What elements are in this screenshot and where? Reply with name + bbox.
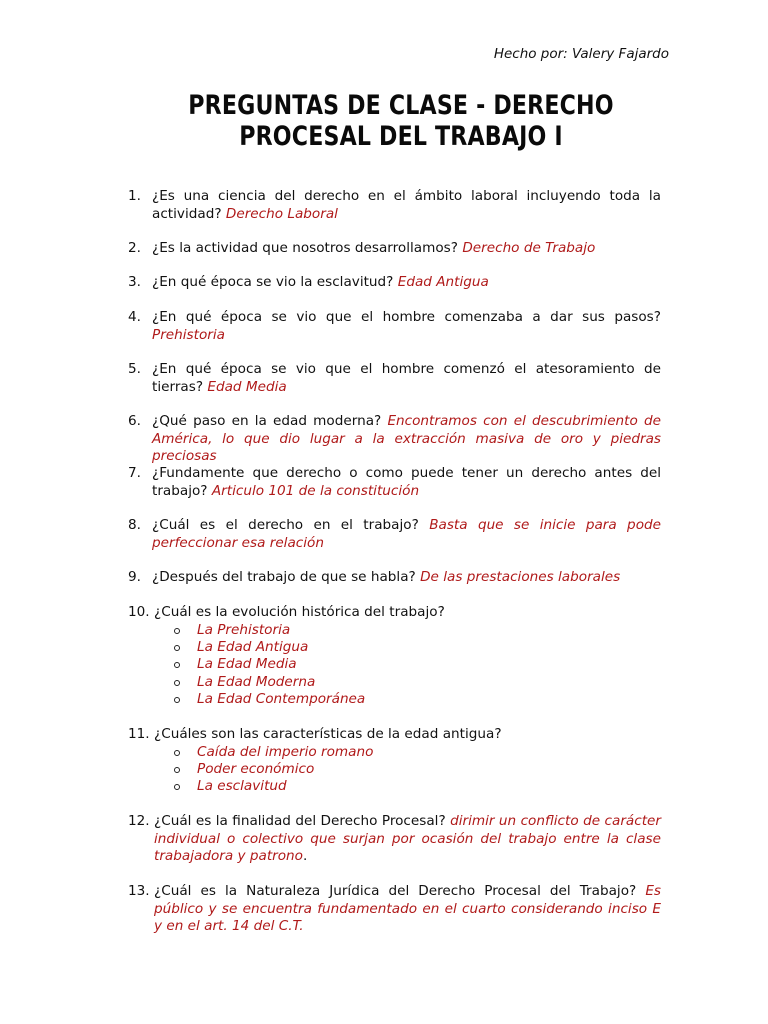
question-text: ¿Cuál es la evolución histórica del trabajo? <box>154 604 445 620</box>
answer-list <box>174 622 661 709</box>
answer-text: Es público y se encuentra fundamentado en el cuarto considerando inciso E y en el art. 14 del C.T. <box>154 883 661 934</box>
answer-tail: . <box>303 848 308 864</box>
question-text: ¿En qué época se vio que el hombre comenzaba a dar sus pasos? <box>152 309 661 325</box>
question-item <box>128 465 661 500</box>
list-item: La Edad Media <box>174 656 661 673</box>
question-text: ¿Es una ciencia del derecho en el ámbito laboral incluyendo toda la actividad? <box>152 188 661 222</box>
circle-bullet-icon <box>174 697 180 703</box>
answer-text: Encontramos con el descubrimiento de América, lo que dio lugar a la extracción masiva de oro y piedras preciosas <box>152 413 661 464</box>
answer-text: Prehistoria <box>152 326 225 343</box>
question-number: 12. <box>128 813 150 829</box>
question-number: 10. <box>128 604 150 620</box>
author-line: Hecho por: Valery Fajardo <box>493 46 669 62</box>
question-item <box>128 517 661 552</box>
question-item <box>128 883 661 936</box>
question-number: 8. <box>128 517 141 533</box>
question-text: ¿En qué época se vio la esclavitud? <box>152 274 394 290</box>
answer-text: Derecho Laboral <box>225 205 338 222</box>
answer-text: Edad Media <box>207 378 287 395</box>
list-item: Poder económico <box>174 761 661 778</box>
question-text: ¿En qué época se vio que el hombre comenzó el atesoramiento de tierras? <box>152 361 661 395</box>
question-text: ¿Cuál es el derecho en el trabajo? <box>152 517 419 533</box>
circle-bullet-icon <box>174 750 180 756</box>
question-number: 6. <box>128 413 141 429</box>
question-number: 4. <box>128 309 141 325</box>
question-text: ¿Después del trabajo de que se habla? <box>152 569 416 585</box>
list-item: La esclavitud <box>174 778 661 795</box>
question-text: ¿Fundamente que derecho o como puede tener un derecho antes del trabajo? <box>152 465 661 499</box>
page-title <box>72 90 730 152</box>
question-item <box>128 240 661 258</box>
question-number: 11. <box>128 726 150 742</box>
list-item: Caída del imperio romano <box>174 744 661 761</box>
circle-bullet-icon <box>174 628 180 634</box>
question-text: ¿Cuál es la finalidad del Derecho Procesal? <box>154 813 446 829</box>
circle-bullet-icon <box>174 784 180 790</box>
circle-bullet-icon <box>174 645 180 651</box>
question-item <box>128 361 661 396</box>
question-item <box>128 604 661 709</box>
question-item <box>128 188 661 223</box>
question-text: ¿Qué paso en la edad moderna? <box>152 413 382 429</box>
title-line-1: PREGUNTAS DE CLASE - DERECHO <box>188 90 614 121</box>
question-number: 3. <box>128 274 141 290</box>
answer-text: Derecho de Trabajo <box>462 240 596 256</box>
question-text: ¿Cuáles son las características de la edad antigua? <box>154 726 502 742</box>
list-item: La Edad Antigua <box>174 639 661 656</box>
answer-text: dirimir un conflicto de carácter individual o colectivo que surjan por ocasión del trabajo entre la clase trabajadora y patrono <box>154 813 661 864</box>
question-item <box>128 274 661 292</box>
question-item <box>128 726 661 796</box>
answer-text: Edad Antigua <box>397 274 489 290</box>
question-number: 9. <box>128 569 141 585</box>
question-number: 5. <box>128 361 141 377</box>
answer-list <box>174 744 661 796</box>
question-text: ¿Es la actividad que nosotros desarrollamos? <box>152 240 458 256</box>
answer-text: Basta que se inicie para pode perfeccionar esa relación <box>152 517 661 551</box>
question-item <box>128 813 661 866</box>
title-line-2: PROCESAL DEL TRABAJO I <box>239 121 563 152</box>
question-number: 2. <box>128 240 141 256</box>
question-item <box>128 413 661 466</box>
question-item <box>128 569 661 587</box>
answer-text: De las prestaciones laborales <box>420 569 621 585</box>
list-item: La Edad Moderna <box>174 674 661 691</box>
list-item: La Prehistoria <box>174 622 661 639</box>
question-text: ¿Cuál es la Naturaleza Jurídica del Derecho Procesal del Trabajo? <box>154 883 637 899</box>
question-number: 7. <box>128 465 141 481</box>
question-number: 13. <box>128 883 150 899</box>
answer-text: Articulo 101 de la constitución <box>211 482 420 499</box>
circle-bullet-icon <box>174 767 180 773</box>
question-item <box>128 309 661 344</box>
question-number: 1. <box>128 188 141 204</box>
circle-bullet-icon <box>174 680 180 686</box>
list-item: La Edad Contemporánea <box>174 691 661 708</box>
circle-bullet-icon <box>174 662 180 668</box>
